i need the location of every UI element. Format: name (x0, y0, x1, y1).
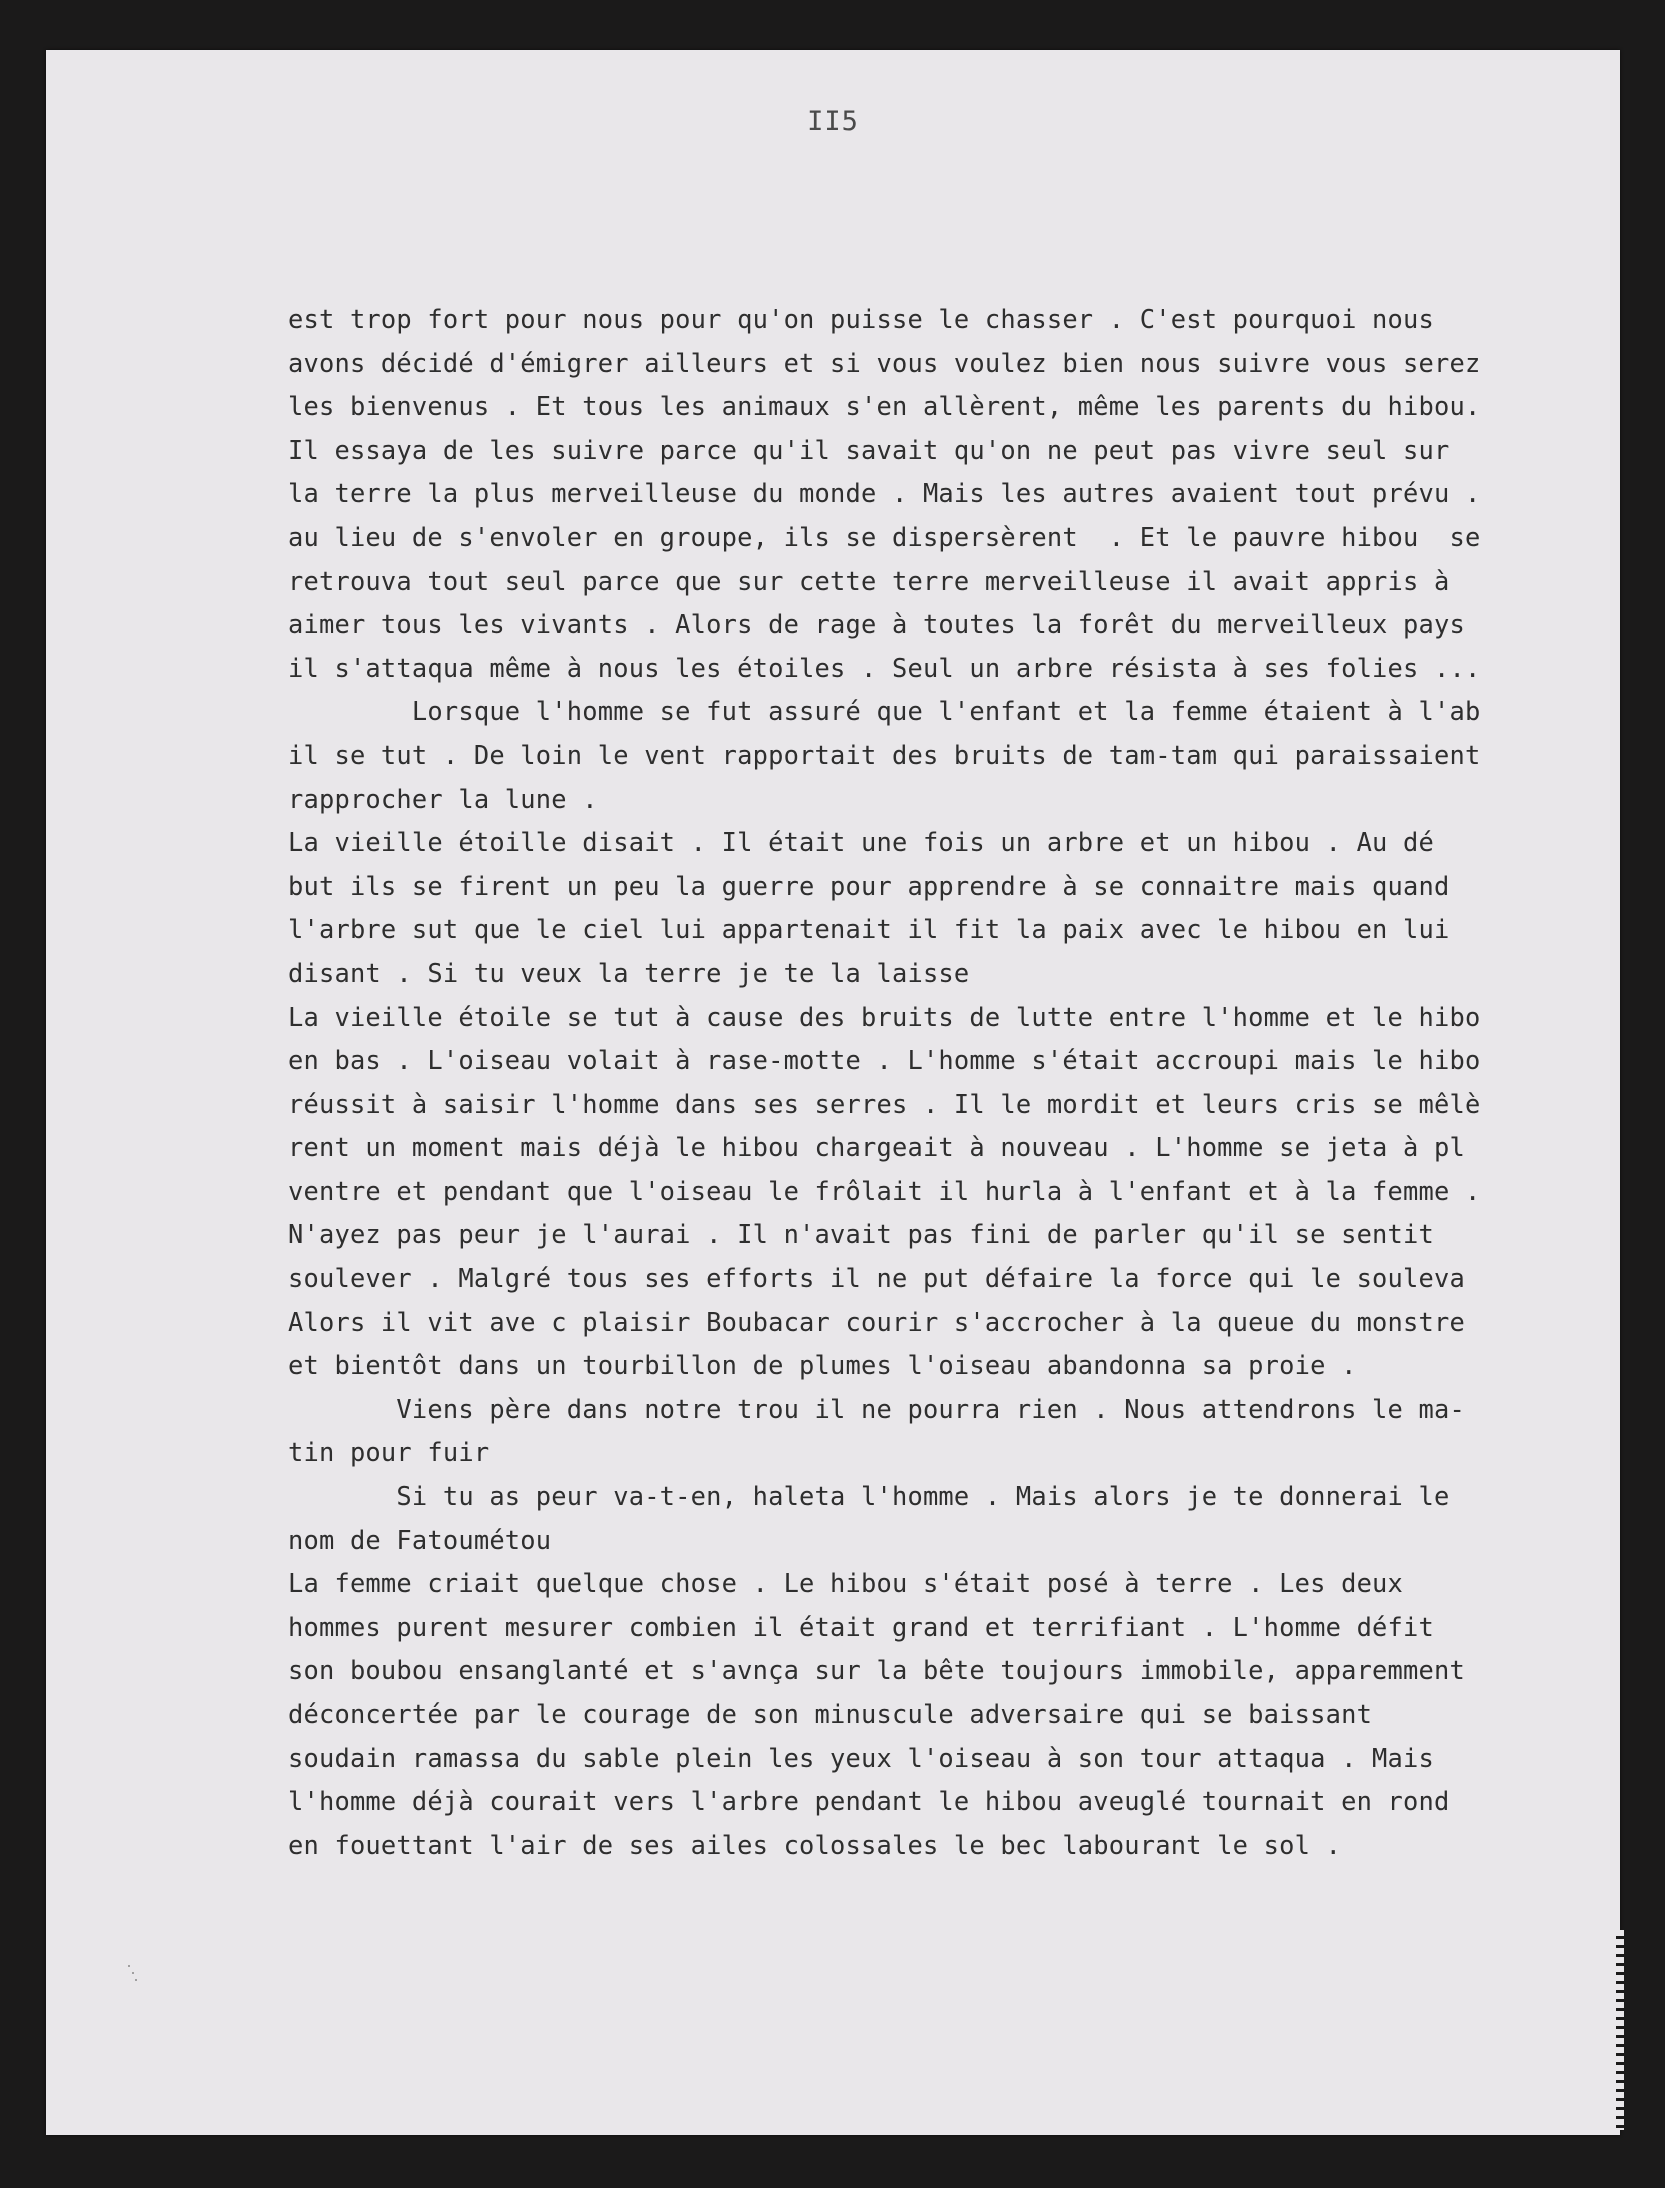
text-line: N'ayez pas peur je l'aurai . Il n'avait pas fini de parler qu'il se sentit (288, 1219, 1434, 1250)
text-line: disant . Si tu veux la terre je te la laisse (288, 957, 970, 988)
text-line: but ils se firent un peu la guerre pour apprendre à se connaitre mais quand (288, 870, 1450, 901)
text-line: Lorsque l'homme se fut assuré que l'enfant et la femme étaient à l'ab (288, 696, 1481, 727)
text-line: il se tut . De loin le vent rapportait des bruits de tam-tam qui paraissaient (288, 739, 1481, 770)
paper-specks (128, 1965, 138, 1985)
text-line: les bienvenus . Et tous les animaux s'en allèrent, même les parents du hibou. (288, 391, 1481, 422)
text-line: aimer tous les vivants . Alors de rage à toutes la forêt du merveilleux pays (288, 609, 1465, 640)
text-line: Si tu as peur va-t-en, haleta l'homme . Mais alors je te donnerai le (288, 1481, 1450, 1512)
text-line: soulever . Malgré tous ses efforts il ne put défaire la force qui le souleva (288, 1263, 1465, 1294)
body-text (288, 298, 1618, 1867)
text-line: rent un moment mais déjà le hibou chargeait à nouveau . L'homme se jeta à pl (288, 1132, 1465, 1163)
text-line: l'homme déjà courait vers l'arbre pendant le hibou aveuglé tournait en rond (288, 1786, 1450, 1817)
text-line: et bientôt dans un tourbillon de plumes l'oiseau abandonna sa proie . (288, 1350, 1357, 1381)
text-line: La vieille étoille disait . Il était une fois un arbre et un hibou . Au dé (288, 827, 1434, 858)
text-line: La femme criait quelque chose . Le hibou s'était posé à terre . Les deux (288, 1568, 1404, 1599)
text-line: l'arbre sut que le ciel lui appartenait il fit la paix avec le hibou en lui (288, 914, 1450, 945)
text-line: avons décidé d'émigrer ailleurs et si vous voulez bien nous suivre vous serez (288, 347, 1481, 378)
page-number: II5 (807, 106, 859, 137)
text-line: ventre et pendant que l'oiseau le frôlait il hurla à l'enfant et à la femme . (288, 1175, 1481, 1206)
text-line: soudain ramassa du sable plein les yeux l'oiseau à son tour attaqua . Mais (288, 1742, 1434, 1773)
text-line: tin pour fuir (288, 1437, 490, 1468)
typewritten-page (46, 50, 1620, 2135)
text-line: rapprocher la lune . (288, 783, 598, 814)
text-line: hommes purent mesurer combien il était grand et terrifiant . L'homme défit (288, 1611, 1434, 1642)
text-line: son boubou ensanglanté et s'avnça sur la bête toujours immobile, apparemment (288, 1655, 1465, 1686)
text-line: en bas . L'oiseau volait à rase-motte . L'homme s'était accroupi mais le hibo (288, 1045, 1481, 1076)
text-line: en fouettant l'air de ses ailes colossales le bec labourant le sol . (288, 1829, 1342, 1860)
text-line: il s'attaqua même à nous les étoiles . Seul un arbre résista à ses folies ... (288, 652, 1481, 683)
text-line: Alors il vit ave c plaisir Boubacar courir s'accrocher à la queue du monstre (288, 1306, 1465, 1337)
text-line: nom de Fatoumétou (288, 1524, 552, 1555)
text-line: Il essaya de les suivre parce qu'il savait qu'on ne peut pas vivre seul sur (288, 434, 1450, 465)
text-line: retrouva tout seul parce que sur cette terre merveilleuse il avait appris à (288, 565, 1450, 596)
text-line: au lieu de s'envoler en groupe, ils se dispersèrent . Et le pauvre hibou se (288, 521, 1481, 552)
text-line: est trop fort pour nous pour qu'on puisse le chasser . C'est pourquoi nous (288, 304, 1434, 334)
torn-page-edge (1616, 1930, 1624, 2130)
text-line: réussit à saisir l'homme dans ses serres . Il le mordit et leurs cris se mêlè (288, 1088, 1481, 1119)
text-line: La vieille étoile se tut à cause des bruits de lutte entre l'homme et le hibo (288, 1001, 1481, 1032)
text-line: Viens père dans notre trou il ne pourra rien . Nous attendrons le ma- (288, 1393, 1465, 1424)
text-line: déconcertée par le courage de son minuscule adversaire qui se baissant (288, 1699, 1373, 1729)
text-line: la terre la plus merveilleuse du monde . Mais les autres avaient tout prévu . (288, 478, 1481, 509)
